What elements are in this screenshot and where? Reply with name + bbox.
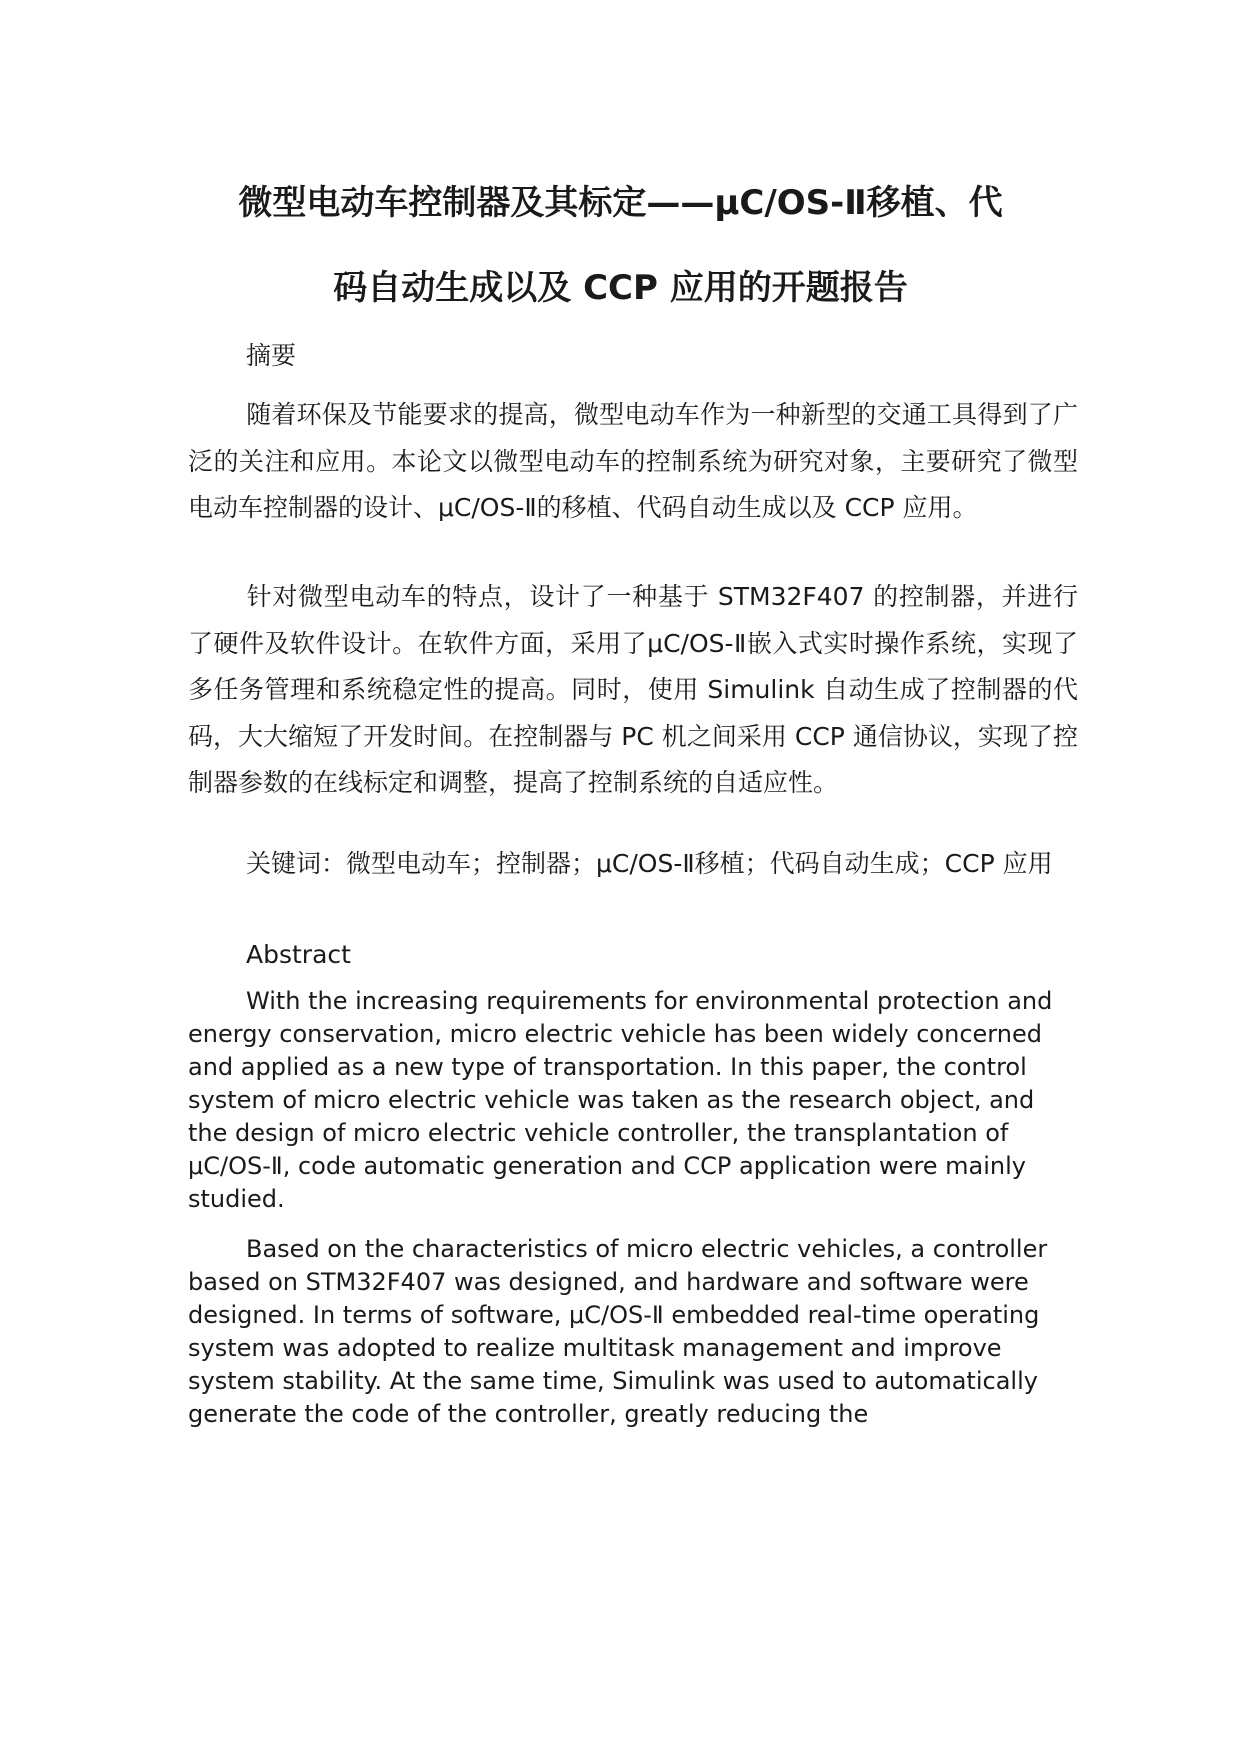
- title-line-1: 微型电动车控制器及其标定——μC/OS-Ⅱ移植、代: [238, 183, 1003, 223]
- abstract-paragraph-en-1: [188, 985, 1078, 1216]
- abstract-heading-en: Abstract: [246, 940, 351, 969]
- abstract-heading-cn: 摘要: [246, 341, 297, 370]
- abstract-paragraph-en-1-text: With the increasing requirements for environmental protection and energy conservation, micro electric vehicle has been widely concerned and applied as a new type of transportation. In this paper, the control system of micro electric vehicle was taken as the research object, and the design of micro electric vehicle controller, the transplantation of μC/OS-Ⅱ, code automatic generation and CCP application were mainly studied.: [188, 987, 1053, 1213]
- keywords-cn: [188, 841, 1078, 888]
- abstract-paragraph-en-2-text: Based on the characteristics of micro electric vehicles, a controller based on STM32F407 was designed, and hardware and software were designed. In terms of software, μC/OS-Ⅱ embedded real-time operating system was adopted to realize multitask management and improve system stability. At the same time, Simulink was used to automatically generate the code of the controller, greatly reducing the: [188, 1235, 1048, 1428]
- abstract-paragraph-cn-2-text: 针对微型电动车的特点，设计了一种基于 STM32F407 的控制器，并进行了硬件及软件设计。在软件方面，采用了μC/OS-Ⅱ嵌入式实时操作系统，实现了多任务管理和系统稳定性的提高。同时，使用 Simulink 自动生成了控制器的代码，大大缩短了开发时间。在控制器与 PC 机之间采用 CCP 通信协议，实现了控制器参数的在线标定和调整，提高了控制系统的自适应性。: [188, 582, 1078, 797]
- title-line-2: 码自动生成以及 CCP 应用的开题报告: [333, 268, 908, 308]
- abstract-paragraph-cn-1-text: 随着环保及节能要求的提高，微型电动车作为一种新型的交通工具得到了广泛的关注和应用。本论文以微型电动车的控制系统为研究对象，主要研究了微型电动车控制器的设计、μC/OS-Ⅱ的移植、代码自动生成以及 CCP 应用。: [188, 400, 1078, 522]
- keywords-cn-text: 关键词：微型电动车；控制器；μC/OS-Ⅱ移植；代码自动生成；CCP 应用: [246, 849, 1053, 878]
- abstract-paragraph-en-2: [188, 1233, 1078, 1431]
- abstract-paragraph-cn-2: [188, 574, 1078, 807]
- abstract-paragraph-cn-1: [188, 392, 1078, 532]
